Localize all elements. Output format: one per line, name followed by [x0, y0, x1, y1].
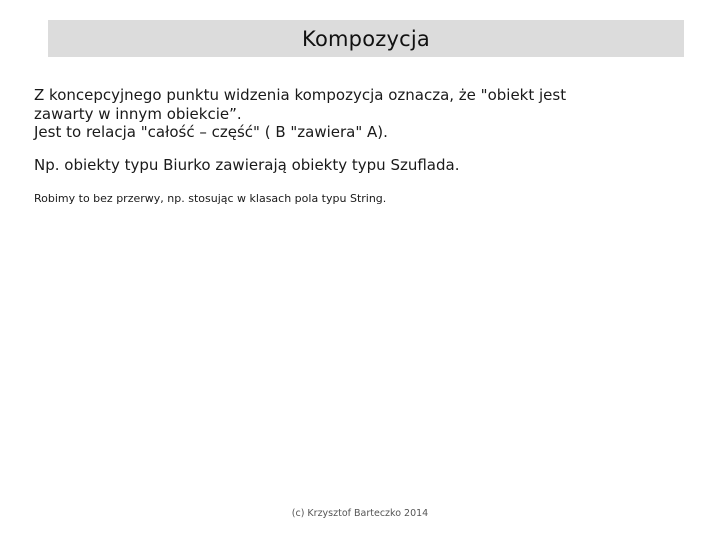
example-paragraph: Np. obiekty typu Biurko zawierają obiekty typu Szuflada.: [34, 155, 460, 174]
definition-line-3: Jest to relacja "całość – część" ( B "zawiera" A).: [34, 123, 388, 141]
slide-content: [34, 86, 694, 205]
definition-line-2: zawarty w innym obiekcie”.: [34, 104, 242, 123]
definition-line-1: Z koncepcyjnego punktu widzenia kompozycja oznacza, że "obiekt jest: [34, 86, 567, 104]
note-text: Robimy to bez przerwy, np. stosując w klasach pola typu String.: [34, 192, 387, 205]
footer-copyright: (c) Krzysztof Barteczko 2014: [291, 508, 429, 519]
title-bar: [48, 20, 684, 57]
slide-title: Kompozycja: [302, 26, 430, 51]
definition-paragraph: [34, 86, 694, 142]
